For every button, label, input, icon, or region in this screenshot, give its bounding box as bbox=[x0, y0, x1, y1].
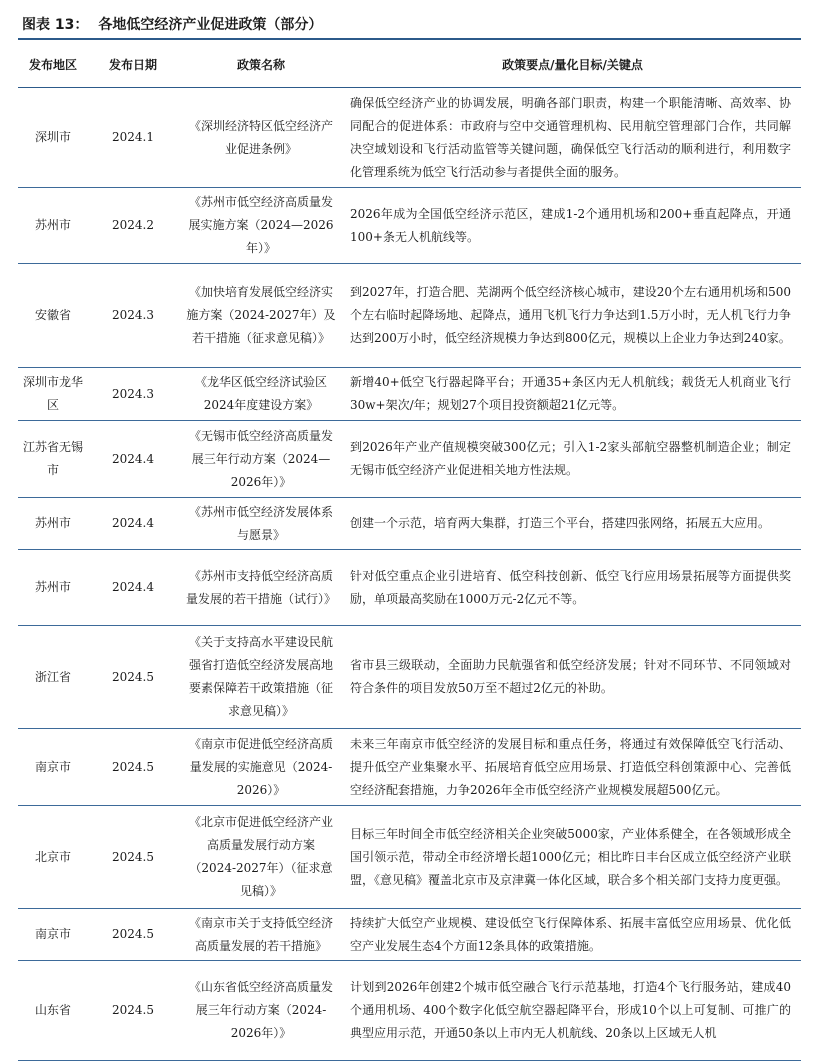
cell-date: 2024.5 bbox=[88, 729, 178, 806]
table-row bbox=[18, 626, 801, 729]
top-rule bbox=[18, 38, 801, 40]
cell-region: 浙江省 bbox=[18, 626, 88, 729]
table-row bbox=[18, 909, 801, 961]
table-row bbox=[18, 806, 801, 909]
cell-policy-name: 《关于支持高水平建设民航强省打造低空经济发展高地要素保障若干政策措施（征求意见稿）》 bbox=[178, 626, 344, 729]
cell-region: 苏州市 bbox=[18, 498, 88, 550]
cell-policy-points: 确保低空经济产业的协调发展，明确各部门职责，构建一个职能清晰、高效率、协同配合的促进体系：市政府与空中交通管理机构、民用航空管理部门合作，共同解决空域划设和飞行活动监管等关键问题，确保低空飞行活动的顺利进行，利用数字化管理系统为低空飞行活动参与者提供全面的服务。 bbox=[344, 88, 801, 188]
cell-date: 2024.4 bbox=[88, 498, 178, 550]
table-row bbox=[18, 421, 801, 498]
table-row bbox=[18, 961, 801, 1061]
table-row bbox=[18, 729, 801, 806]
cell-policy-name: 《无锡市低空经济高质量发展三年行动方案（2024—2026年）》 bbox=[178, 421, 344, 498]
table-row bbox=[18, 88, 801, 188]
cell-policy-name: 《深圳经济特区低空经济产业促进条例》 bbox=[178, 88, 344, 188]
table-header-row bbox=[18, 41, 801, 88]
cell-region: 安徽省 bbox=[18, 264, 88, 368]
figure-title bbox=[22, 14, 322, 34]
cell-region: 深圳市 bbox=[18, 88, 88, 188]
header-date: 发布日期 bbox=[88, 41, 178, 88]
policy-table bbox=[18, 41, 801, 1061]
cell-region: 北京市 bbox=[18, 806, 88, 909]
cell-region: 山东省 bbox=[18, 961, 88, 1061]
cell-policy-points: 未来三年南京市低空经济的发展目标和重点任务，将通过有效保障低空飞行活动、提升低空产业集聚水平、拓展培育低空应用场景、打造低空科创策源中心、完善低空经济配套措施，力争2026年全市低空经济产业规模发展超500亿元。 bbox=[344, 729, 801, 806]
cell-policy-points: 到2026年产业产值规模突破300亿元；引入1-2家头部航空器整机制造企业；制定无锡市低空经济产业促进相关地方性法规。 bbox=[344, 421, 801, 498]
figure-caption: 各地低空经济产业促进政策（部分） bbox=[98, 17, 323, 33]
cell-date: 2024.5 bbox=[88, 909, 178, 961]
table-row bbox=[18, 498, 801, 550]
cell-region: 苏州市 bbox=[18, 188, 88, 264]
cell-region: 南京市 bbox=[18, 729, 88, 806]
cell-date: 2024.5 bbox=[88, 961, 178, 1061]
cell-policy-points: 新增40+低空飞行器起降平台；开通35+条区内无人机航线；载货无人机商业飞行30w+架次/年；规划27个项目投资额超21亿元等。 bbox=[344, 368, 801, 421]
cell-region: 南京市 bbox=[18, 909, 88, 961]
cell-policy-name: 《龙华区低空经济试验区2024年度建设方案》 bbox=[178, 368, 344, 421]
cell-policy-points: 针对低空重点企业引进培育、低空科技创新、低空飞行应用场景拓展等方面提供奖励，单项最高奖励在1000万元-2亿元不等。 bbox=[344, 550, 801, 626]
cell-region: 深圳市龙华区 bbox=[18, 368, 88, 421]
cell-policy-name: 《南京市促进低空经济高质量发展的实施意见（2024-2026）》 bbox=[178, 729, 344, 806]
header-policy-name: 政策名称 bbox=[178, 41, 344, 88]
cell-policy-points: 持续扩大低空产业规模、建设低空飞行保障体系、拓展丰富低空应用场景、优化低空产业发展生态4个方面12条具体的政策措施。 bbox=[344, 909, 801, 961]
table-row bbox=[18, 550, 801, 626]
cell-policy-name: 《苏州市低空经济高质量发展实施方案（2024—2026年）》 bbox=[178, 188, 344, 264]
cell-date: 2024.5 bbox=[88, 626, 178, 729]
cell-date: 2024.4 bbox=[88, 550, 178, 626]
cell-date: 2024.3 bbox=[88, 368, 178, 421]
cell-policy-points: 到2027年，打造合肥、芜湖两个低空经济核心城市，建设20个左右通用机场和500个左右临时起降场地、起降点，通用飞机飞行力争达到1.5万小时，无人机飞行力争达到200万小时，低空经济规模力争达到800亿元，规模以上企业力争达到240家。 bbox=[344, 264, 801, 368]
table-row bbox=[18, 264, 801, 368]
cell-policy-points: 省市县三级联动，全面助力民航强省和低空经济发展；针对不同环节、不同领域对符合条件的项目发放50万至不超过2亿元的补助。 bbox=[344, 626, 801, 729]
cell-policy-points: 计划到2026年创建2个城市低空融合飞行示范基地，打造4个飞行服务站，建成40个通用机场、400个数字化低空航空器起降平台，形成10个以上可复制、可推广的典型应用示范，开通50条以上市内无人机航线、20条以上区域无人机 bbox=[344, 961, 801, 1061]
cell-policy-name: 《苏州市支持低空经济高质量发展的若干措施（试行）》 bbox=[178, 550, 344, 626]
cell-policy-name: 《南京市关于支持低空经济高质量发展的若干措施》 bbox=[178, 909, 344, 961]
cell-policy-name: 《加快培育发展低空经济实施方案（2024-2027年）及若干措施（征求意见稿）》 bbox=[178, 264, 344, 368]
cell-date: 2024.1 bbox=[88, 88, 178, 188]
cell-policy-name: 《北京市促进低空经济产业高质量发展行动方案（2024-2027年）（征求意见稿）》 bbox=[178, 806, 344, 909]
cell-policy-name: 《山东省低空经济高质量发展三年行动方案（2024-2026年）》 bbox=[178, 961, 344, 1061]
header-region: 发布地区 bbox=[18, 41, 88, 88]
cell-date: 2024.3 bbox=[88, 264, 178, 368]
cell-policy-points: 2026年成为全国低空经济示范区，建成1-2个通用机场和200+垂直起降点，开通100+条无人机航线等。 bbox=[344, 188, 801, 264]
cell-region: 苏州市 bbox=[18, 550, 88, 626]
table-row bbox=[18, 188, 801, 264]
header-policy-points: 政策要点/量化目标/关键点 bbox=[344, 41, 801, 88]
cell-date: 2024.4 bbox=[88, 421, 178, 498]
cell-date: 2024.5 bbox=[88, 806, 178, 909]
cell-policy-points: 目标三年时间全市低空经济相关企业突破5000家，产业体系健全，在各领域形成全国引领示范，带动全市经济增长超1000亿元；相比昨日丰台区成立低空经济产业联盟，《意见稿》覆盖北京市及京津冀一体化区域，联合多个相关部门支持力度更强。 bbox=[344, 806, 801, 909]
cell-region: 江苏省无锡市 bbox=[18, 421, 88, 498]
cell-date: 2024.2 bbox=[88, 188, 178, 264]
cell-policy-name: 《苏州市低空经济发展体系与愿景》 bbox=[178, 498, 344, 550]
figure-label: 图表 13： bbox=[22, 17, 89, 33]
table-row bbox=[18, 368, 801, 421]
cell-policy-points: 创建一个示范，培育两大集群，打造三个平台，搭建四张网络，拓展五大应用。 bbox=[344, 498, 801, 550]
